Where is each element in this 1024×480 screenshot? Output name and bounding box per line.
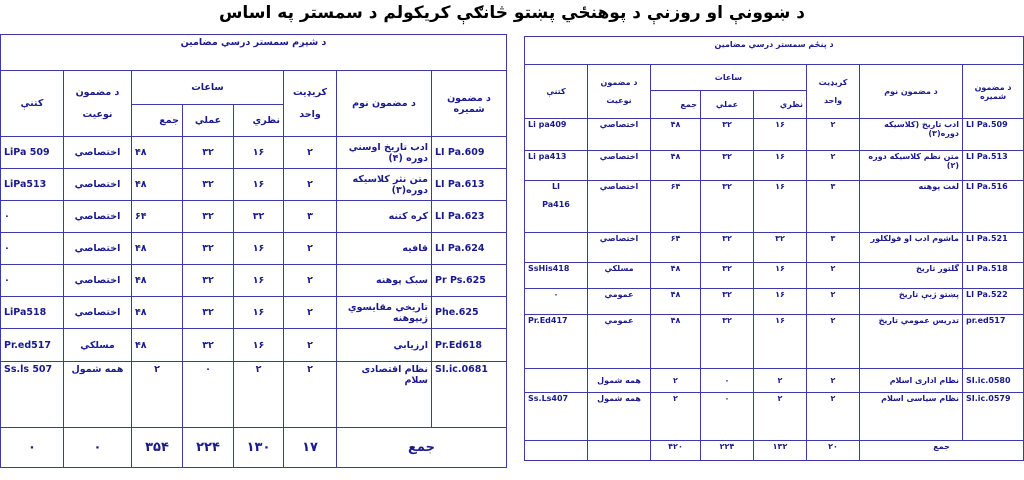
table-cell: SI.ic.0681 — [432, 362, 507, 428]
table-cell: سبک پوهنه — [337, 265, 432, 297]
header-credit: کریډیت واحد — [284, 71, 337, 137]
table-cell: همه شمول — [588, 393, 651, 441]
table-cell: ۱۶ — [234, 169, 284, 201]
table-cell: ۰ — [1, 233, 64, 265]
table-cell: ۳۲ — [701, 263, 754, 289]
table-cell: ۴۸ — [651, 315, 701, 369]
table-cell: ۲ — [132, 362, 183, 428]
table-cell: ۳۲ — [183, 329, 234, 362]
table-cell: ۲۲۴ — [183, 428, 234, 468]
header-sum: جمع — [132, 105, 183, 137]
table-cell: ۱۳۲ — [754, 441, 807, 461]
table-cell: ۳۲ — [701, 119, 754, 151]
table-cell: ۲ — [807, 263, 860, 289]
table-cell — [525, 369, 588, 393]
table-cell: Phe.625 — [432, 297, 507, 329]
table-cell: pr.ed517 — [963, 315, 1024, 369]
table-cell: نظام اداری اسلام — [860, 369, 963, 393]
table-cell: ۲ — [284, 297, 337, 329]
table-cell: ۶۴ — [651, 181, 701, 233]
header-number: د مضمون شمیره — [963, 65, 1024, 119]
table-cell: ۱۳۰ — [234, 428, 284, 468]
table-cell — [525, 233, 588, 263]
table-cell: ۲ — [651, 393, 701, 441]
table-cell: ۳ — [284, 201, 337, 233]
table-row — [525, 263, 1024, 289]
table-cell: اختصاصي — [588, 119, 651, 151]
table-cell: LiPa 509 — [1, 137, 64, 169]
semester6-caption: د شپږم سمستر درسي مضامين — [1, 35, 507, 71]
semester6-table — [0, 34, 507, 468]
table-cell: LI Pa.623 — [432, 201, 507, 233]
table-cell: اختصاصي — [64, 297, 132, 329]
header-hours: ساعات — [651, 65, 807, 91]
table-cell: LI Pa.509 — [963, 119, 1024, 151]
table-cell: ۲ — [807, 119, 860, 151]
table-cell: Li pa409 — [525, 119, 588, 151]
table-cell: Ss.ls 507 — [1, 362, 64, 428]
table-cell: اختصاصي — [64, 233, 132, 265]
table-cell: ۰ — [1, 428, 64, 468]
header-practical: عملي — [183, 105, 234, 137]
table-cell: ۰ — [1, 265, 64, 297]
table-cell: ۲ — [284, 233, 337, 265]
table-cell: LI Pa.609 — [432, 137, 507, 169]
table-cell: ۴۸ — [132, 265, 183, 297]
table-cell: ۱۶ — [754, 119, 807, 151]
table-cell: مسلکي — [64, 329, 132, 362]
table-cell: کره کتنه — [337, 201, 432, 233]
header-type: د مضمون نوعیت — [64, 71, 132, 137]
table-cell: ۴۸ — [132, 169, 183, 201]
table-cell: ۳ — [807, 181, 860, 233]
header-number: د مضمون شمیره — [432, 71, 507, 137]
table-cell: ۳۲ — [701, 151, 754, 181]
table-cell: گلتور تاريخ — [860, 263, 963, 289]
table-cell: ۳۵۴ — [132, 428, 183, 468]
table-cell: ۴۸ — [651, 289, 701, 315]
table-row — [1, 297, 507, 329]
table-cell: ۲ — [284, 137, 337, 169]
table-cell: اختصاصي — [588, 151, 651, 181]
page-title: د ښوونې او روزنې د پوهنځي پښتو څانګې کريکولم د سمستر په اساس — [218, 3, 806, 23]
table-cell: ۴۸ — [651, 263, 701, 289]
table-row — [1, 201, 507, 233]
table-cell: ۱۶ — [234, 329, 284, 362]
table-cell: ماشوم ادب او فولکلور — [860, 233, 963, 263]
table-row — [525, 393, 1024, 441]
table-cell: ۰ — [701, 393, 754, 441]
table-cell: Pr.Ed618 — [432, 329, 507, 362]
table-cell: ۱۶ — [754, 289, 807, 315]
table-cell: پښتو ژبې تاريخ — [860, 289, 963, 315]
table-cell: ۳۲ — [701, 181, 754, 233]
table-cell: ۲ — [284, 265, 337, 297]
table-cell: ۲ — [284, 362, 337, 428]
table-cell: ادب تاريخ اوسني دوره (۴) — [337, 137, 432, 169]
header-name: د مضمون نوم — [337, 71, 432, 137]
table-cell: ۲۲۴ — [701, 441, 754, 461]
table-cell: LI Pa.522 — [963, 289, 1024, 315]
table-cell: اختصاصي — [64, 265, 132, 297]
table-cell: متن نثر کلاسیکه دوره(۳) — [337, 169, 432, 201]
table-cell: ۳ — [807, 233, 860, 263]
table-cell: ۲ — [807, 393, 860, 441]
table-cell: ۰ — [525, 289, 588, 315]
table-cell: ۳۲ — [183, 137, 234, 169]
table-cell: ۲ — [807, 369, 860, 393]
table-cell: LI Pa416 — [525, 181, 588, 233]
table-cell: ۴۲۰ — [651, 441, 701, 461]
table-cell: اختصاصي — [64, 137, 132, 169]
table-cell: ۳۲ — [183, 201, 234, 233]
semester5-table — [524, 36, 1024, 461]
table-cell: LI Pa.613 — [432, 169, 507, 201]
table-cell: Pr.Ed417 — [525, 315, 588, 369]
table-cell: ۲ — [807, 315, 860, 369]
table-cell: نظام اقتصادی سلام — [337, 362, 432, 428]
table-cell: اختصاصي — [588, 233, 651, 263]
table-row — [1, 265, 507, 297]
table-cell: Pr.ed517 — [1, 329, 64, 362]
table-cell: ۴۸ — [132, 297, 183, 329]
header-type: د مضمون نوعیت — [588, 65, 651, 119]
table-cell: نظام سياسی اسلام — [860, 393, 963, 441]
table-cell: تاريخي مقايسوي ژبپوهنه — [337, 297, 432, 329]
table-cell: ۲ — [754, 369, 807, 393]
table-cell: LI Pa.624 — [432, 233, 507, 265]
table-cell: همه شمول — [588, 369, 651, 393]
table-row — [1, 137, 507, 169]
header-prereq: کتنې — [525, 65, 588, 119]
table-cell: تدريس عمومي تاريخ — [860, 315, 963, 369]
table-cell: ۲ — [284, 329, 337, 362]
table-cell: ادب تاريخ (کلاسيکه دوره(۳) — [860, 119, 963, 151]
table-cell: عمومي — [588, 289, 651, 315]
table-cell: جمع — [860, 441, 1024, 461]
table-cell: Li pa413 — [525, 151, 588, 181]
table-cell: مسلکي — [588, 263, 651, 289]
table-cell: جمع — [337, 428, 507, 468]
header-theory: نظري — [234, 105, 284, 137]
table-cell: ۴۸ — [132, 137, 183, 169]
table-cell: LI Pa.516 — [963, 181, 1024, 233]
total-row — [525, 441, 1024, 461]
table-cell: ۴۸ — [132, 329, 183, 362]
header-credit: کریډیت واحد — [807, 65, 860, 119]
header-practical: عملي — [701, 91, 754, 119]
table-row — [1, 329, 507, 362]
table-cell — [588, 441, 651, 461]
table-cell: ۱۶ — [754, 315, 807, 369]
table-row — [525, 369, 1024, 393]
table-cell: ۲۰ — [807, 441, 860, 461]
table-cell: ۶۴ — [132, 201, 183, 233]
table-cell: عمومي — [588, 315, 651, 369]
table-row — [525, 289, 1024, 315]
table-row — [1, 233, 507, 265]
table-row — [1, 169, 507, 201]
table-cell: SsHis418 — [525, 263, 588, 289]
header-prereq: کتنې — [1, 71, 64, 137]
table-cell: ۰ — [701, 369, 754, 393]
table-cell: ۴۸ — [651, 151, 701, 181]
table-cell: LiPa513 — [1, 169, 64, 201]
table-cell: ارزيابي — [337, 329, 432, 362]
table-cell: Ss.Ls407 — [525, 393, 588, 441]
table-cell: ۳۲ — [701, 233, 754, 263]
total-row — [1, 428, 507, 468]
table-cell: ۴۸ — [651, 119, 701, 151]
table-cell: اختصاصي — [64, 201, 132, 233]
semester5-caption: د پنځم سمستر درسي مضامين — [525, 37, 1024, 65]
table-cell: ۲ — [284, 169, 337, 201]
table-cell: SI.ic.0579 — [963, 393, 1024, 441]
table-cell: ۳۲ — [183, 233, 234, 265]
table-cell: LiPa518 — [1, 297, 64, 329]
table-cell: ۱۶ — [234, 297, 284, 329]
table-cell: ۳۲ — [183, 169, 234, 201]
table-cell: قافيه — [337, 233, 432, 265]
table-cell: ۲ — [234, 362, 284, 428]
table-cell: ۲ — [807, 151, 860, 181]
table-cell: Pr Ps.625 — [432, 265, 507, 297]
table-cell: ۶۴ — [651, 233, 701, 263]
table-cell: ۲ — [754, 393, 807, 441]
table-cell: ۲ — [807, 289, 860, 315]
table-row — [525, 315, 1024, 369]
table-cell: ۳۲ — [701, 289, 754, 315]
header-hours: ساعات — [132, 71, 284, 105]
table-cell: ۱۶ — [234, 137, 284, 169]
table-cell: ۱۶ — [754, 263, 807, 289]
table-cell: ۱۶ — [234, 265, 284, 297]
table-row — [525, 233, 1024, 263]
table-cell: همه شمول — [64, 362, 132, 428]
table-cell: ۳۲ — [183, 297, 234, 329]
table-row — [525, 119, 1024, 151]
table-cell: ۱۶ — [754, 181, 807, 233]
table-cell: LI Pa.513 — [963, 151, 1024, 181]
table-cell: متن نظم کلاسيکه دوره (۲) — [860, 151, 963, 181]
table-row — [525, 151, 1024, 181]
table-cell: ۱۶ — [234, 233, 284, 265]
table-cell: ۲ — [651, 369, 701, 393]
table-cell: ۱۷ — [284, 428, 337, 468]
table-cell: اختصاصي — [588, 181, 651, 233]
table-cell: ۰ — [183, 362, 234, 428]
table-cell: ۱۶ — [754, 151, 807, 181]
table-cell: SI.ic.0580 — [963, 369, 1024, 393]
table-cell: ۰ — [1, 201, 64, 233]
table-cell: LI Pa.518 — [963, 263, 1024, 289]
table-cell: ۰ — [64, 428, 132, 468]
header-sum: جمع — [651, 91, 701, 119]
header-theory: نظري — [754, 91, 807, 119]
table-cell: لغت پوهنه — [860, 181, 963, 233]
table-cell: ۳۲ — [234, 201, 284, 233]
table-cell: LI Pa.521 — [963, 233, 1024, 263]
table-cell: ۳۲ — [701, 315, 754, 369]
table-cell: ۴۸ — [132, 233, 183, 265]
header-name: د مضمون نوم — [860, 65, 963, 119]
table-cell: ۳۲ — [754, 233, 807, 263]
table-cell: ۳۲ — [183, 265, 234, 297]
table-row — [525, 181, 1024, 233]
table-row — [1, 362, 507, 428]
table-cell: اختصاصي — [64, 169, 132, 201]
table-cell — [525, 441, 588, 461]
